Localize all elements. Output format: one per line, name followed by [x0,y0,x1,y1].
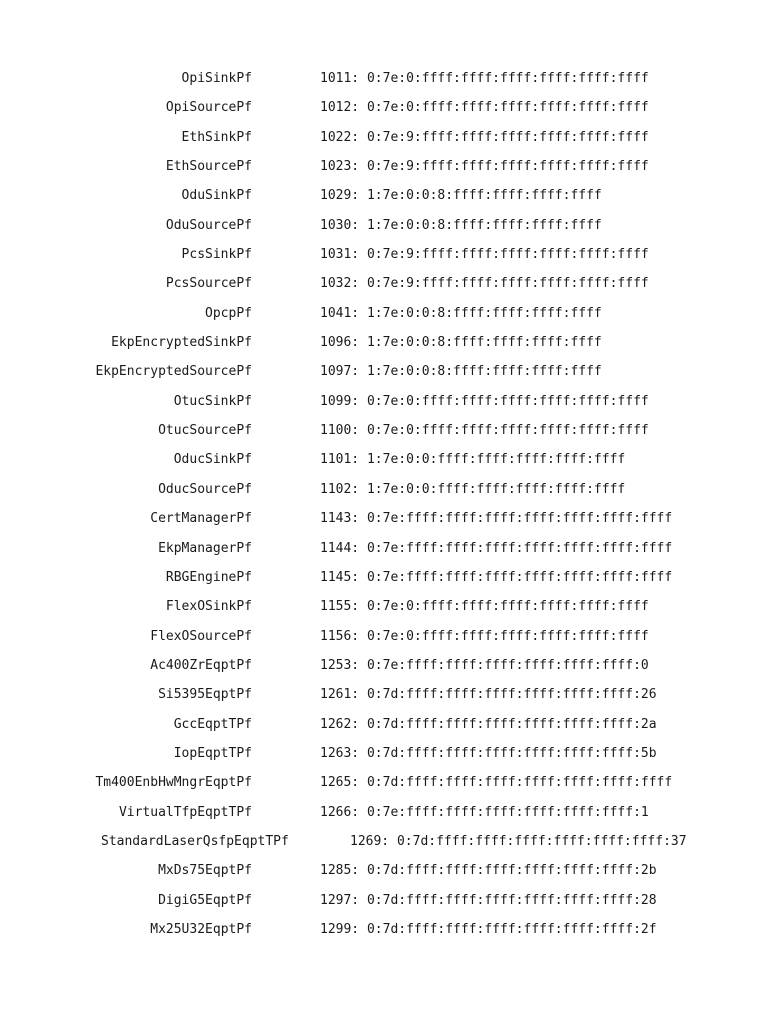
list-item [0,217,768,246]
list-item [0,275,768,304]
pf-name: EkpEncryptedSourcePf [95,364,252,380]
pf-value: 1261: 0:7d:ffff:ffff:ffff:ffff:ffff:ffff:26 [320,687,657,703]
pf-value: 1100: 0:7e:0:ffff:ffff:ffff:ffff:ffff:ffff [320,423,649,439]
pf-name: EkpEncryptedSinkPf [111,335,252,351]
pf-value: 1155: 0:7e:0:ffff:ffff:ffff:ffff:ffff:ffff [320,599,649,615]
pf-value: 1102: 1:7e:0:0:ffff:ffff:ffff:ffff:ffff [320,481,626,497]
list-item [0,451,768,480]
pf-name: IopEqptTPf [173,745,252,761]
pf-name: OducSourcePf [158,481,252,497]
pf-name: DigiG5EqptPf [158,892,252,908]
pf-value: 1041: 1:7e:0:0:8:ffff:ffff:ffff:ffff [320,305,602,321]
pf-value: 1262: 0:7d:ffff:ffff:ffff:ffff:ffff:ffff:2a [320,716,657,732]
pf-value: 1156: 0:7e:0:ffff:ffff:ffff:ffff:ffff:ffff [320,628,649,644]
list-item [0,305,768,334]
pf-name: PcsSinkPf [181,247,252,263]
list-item [0,70,768,99]
pf-name: CertManagerPf [150,511,252,527]
list-item [0,686,768,715]
pf-value: 1266: 0:7e:ffff:ffff:ffff:ffff:ffff:ffff:1 [320,804,649,820]
pf-value: 1029: 1:7e:0:0:8:ffff:ffff:ffff:ffff [320,188,602,204]
pf-value: 1099: 0:7e:0:ffff:ffff:ffff:ffff:ffff:ffff [320,393,649,409]
pf-name: Si5395EqptPf [158,687,252,703]
list-item [0,569,768,598]
pf-value: 1030: 1:7e:0:0:8:ffff:ffff:ffff:ffff [320,217,602,233]
pf-value: 1299: 0:7d:ffff:ffff:ffff:ffff:ffff:ffff:2f [320,921,657,937]
list-item [0,540,768,569]
pf-value: 1265: 0:7d:ffff:ffff:ffff:ffff:ffff:ffff:ffff [320,775,673,791]
list-item [0,716,768,745]
pf-name: Mx25U32EqptPf [150,921,252,937]
pf-name: OpiSinkPf [181,71,252,86]
pf-name: OtucSinkPf [173,393,252,409]
list-item [0,334,768,363]
pf-value: 1097: 1:7e:0:0:8:ffff:ffff:ffff:ffff [320,364,602,380]
list-item [0,892,768,921]
list-item [0,833,768,862]
pf-value: 1145: 0:7e:ffff:ffff:ffff:ffff:ffff:ffff:ffff [320,569,673,585]
pf-name: PcsSourcePf [165,276,252,292]
pf-name: OducSinkPf [173,452,252,468]
pf-name: OtucSourcePf [158,423,252,439]
list-item [0,921,768,950]
pf-name: OduSinkPf [181,188,252,204]
list-item [0,363,768,392]
pf-name: StandardLaserQsfpEqptTPf [101,833,289,849]
list-item [0,745,768,774]
pf-value: 1144: 0:7e:ffff:ffff:ffff:ffff:ffff:ffff:ffff [320,540,673,556]
pf-listing [0,70,768,950]
list-item [0,422,768,451]
pf-name: EthSinkPf [181,129,252,145]
pf-value: 1143: 0:7e:ffff:ffff:ffff:ffff:ffff:ffff:ffff [320,511,673,527]
pf-name: GccEqptTPf [173,716,252,732]
list-item [0,481,768,510]
pf-value: 1022: 0:7e:9:ffff:ffff:ffff:ffff:ffff:ffff [320,129,649,145]
list-item [0,393,768,422]
pf-name: OduSourcePf [165,217,252,233]
pf-name: OpcpPf [205,305,252,321]
list-item [0,657,768,686]
pf-name: RBGEnginePf [165,569,252,585]
pf-value: 1285: 0:7d:ffff:ffff:ffff:ffff:ffff:ffff:2b [320,863,657,879]
pf-name: EkpManagerPf [158,540,252,556]
pf-name: MxDs75EqptPf [158,863,252,879]
list-item [0,99,768,128]
pf-value: 1297: 0:7d:ffff:ffff:ffff:ffff:ffff:ffff:28 [320,892,657,908]
pf-value: 1031: 0:7e:9:ffff:ffff:ffff:ffff:ffff:ffff [320,247,649,263]
pf-value: 1032: 0:7e:9:ffff:ffff:ffff:ffff:ffff:ffff [320,276,649,292]
pf-name: FlexOSinkPf [165,599,252,615]
pf-name: VirtualTfpEqptTPf [118,804,252,820]
list-item [0,628,768,657]
pf-name: Tm400EnbHwMngrEqptPf [95,775,252,791]
list-item [0,774,768,803]
pf-name: OpiSourcePf [165,100,252,116]
pf-name: Ac400ZrEqptPf [150,657,252,673]
list-item [0,246,768,275]
pf-value: 1011: 0:7e:0:ffff:ffff:ffff:ffff:ffff:ffff [320,71,649,86]
pf-value: 1012: 0:7e:0:ffff:ffff:ffff:ffff:ffff:ffff [320,100,649,116]
list-item [0,187,768,216]
pf-name: EthSourcePf [165,159,252,175]
list-item [0,862,768,891]
list-item [0,129,768,158]
list-item [0,158,768,187]
pf-value: 1263: 0:7d:ffff:ffff:ffff:ffff:ffff:ffff:5b [320,745,657,761]
list-item [0,804,768,833]
pf-value: 1096: 1:7e:0:0:8:ffff:ffff:ffff:ffff [320,335,602,351]
pf-name: FlexOSourcePf [150,628,252,644]
pf-value: 1023: 0:7e:9:ffff:ffff:ffff:ffff:ffff:ffff [320,159,649,175]
pf-value: 1101: 1:7e:0:0:ffff:ffff:ffff:ffff:ffff [320,452,626,468]
list-item [0,510,768,539]
pf-value: 1269: 0:7d:ffff:ffff:ffff:ffff:ffff:ffff:37 [350,833,687,849]
pf-value: 1253: 0:7e:ffff:ffff:ffff:ffff:ffff:ffff:0 [320,657,649,673]
list-item [0,598,768,627]
